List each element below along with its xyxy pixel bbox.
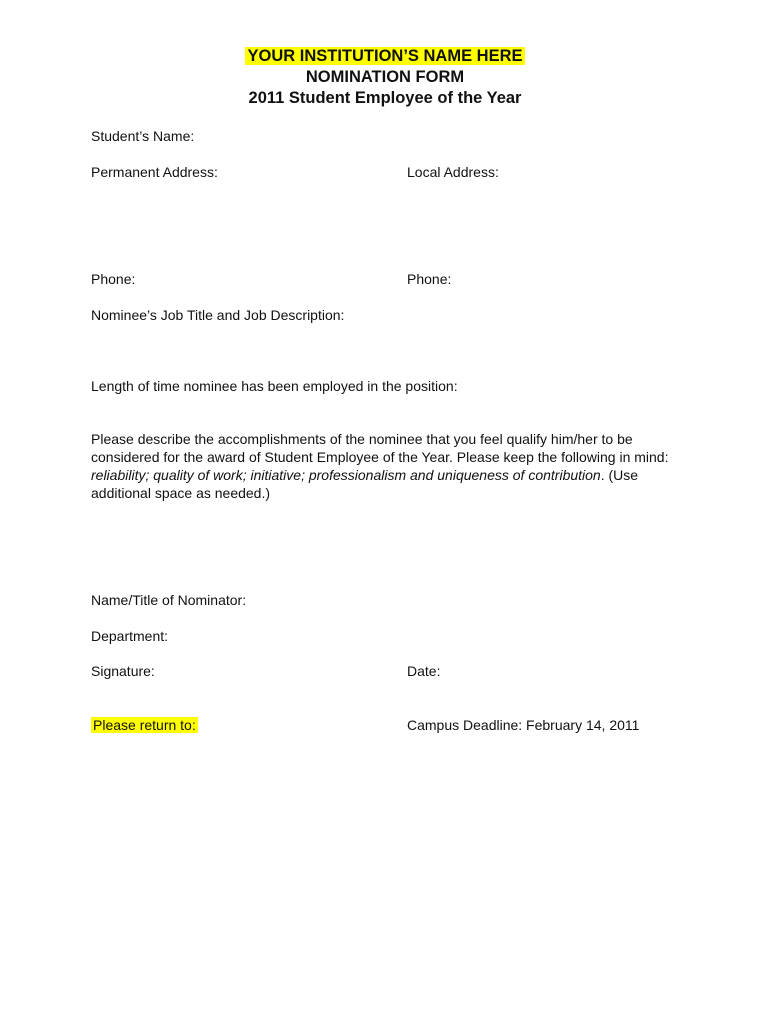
signature-label: Signature: <box>91 663 155 679</box>
nominator-label: Name/Title of Nominator: <box>91 592 247 608</box>
permanent-address-label: Permanent Address: <box>91 164 218 180</box>
form-title: NOMINATION FORM <box>305 68 465 86</box>
department-label: Department: <box>91 628 169 644</box>
return-to-label <box>91 716 198 734</box>
accomplishments-closing: . (Use additional space as needed.) <box>91 467 639 501</box>
phone-left-label: Phone: <box>91 271 136 287</box>
local-address-label: Local Address: <box>407 164 499 180</box>
form-header <box>0 46 770 109</box>
date-label: Date: <box>407 663 441 679</box>
student-name-label: Student’s Name: <box>91 128 195 144</box>
length-of-time-label: Length of time nominee has been employed in the position: <box>91 378 458 394</box>
accomplishments-intro: Please describe the accomplishments of the nominee that you feel qualify him/her to be considered for the award of Student Employee of the Year. Please keep the following in mind: <box>91 431 669 465</box>
campus-deadline: Campus Deadline: February 14, 2011 <box>407 717 640 733</box>
award-title: 2011 Student Employee of the Year <box>248 89 522 107</box>
institution-line <box>0 46 770 67</box>
institution-name: YOUR INSTITUTION’S NAME HERE <box>247 47 523 65</box>
accomplishments-paragraph <box>91 430 691 502</box>
job-title-label: Nominee’s Job Title and Job Description: <box>91 307 345 323</box>
return-to-highlight: Please return to: <box>93 717 196 733</box>
accomplishments-criteria: reliability; quality of work; initiative; professionalism and uniqueness of contribution <box>91 467 601 483</box>
phone-right-label: Phone: <box>407 271 452 287</box>
